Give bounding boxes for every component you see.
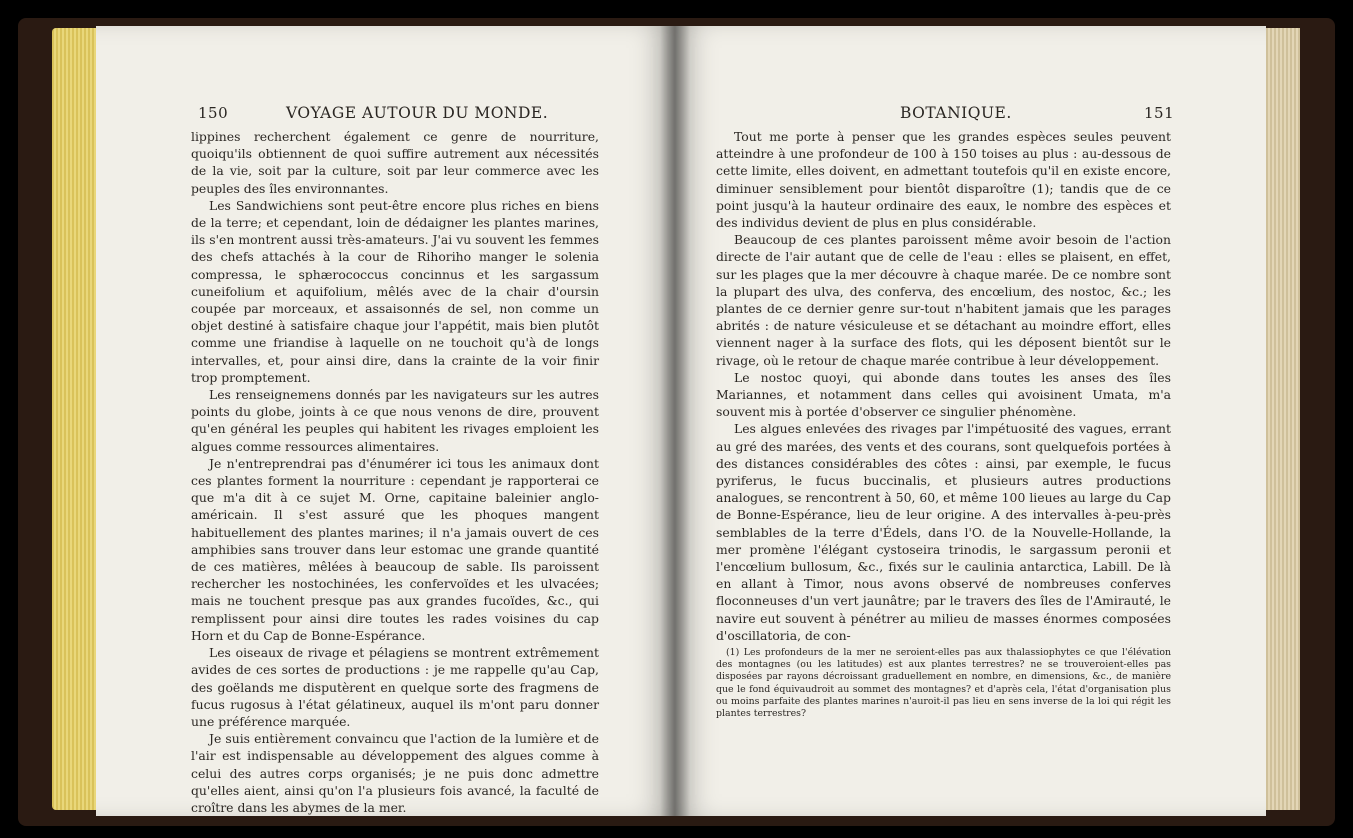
paragraph: Les algues enlevées des rivages par l'impétuosité des vagues, errant au gré des marées, des vents et des courans, sont quelquefois portées à des distances considérables des côtes : ainsi, par exemple, le fucus pyriferus, le fucus buccinalis, et plusieurs autres productions analogues, se rencontrent à 50, 60, et même 100 lieues au large du Cap de Bonne-Espérance, lieu de leur origine. A des intervalles à-peu-près semblables de la terre d'Édels, dans l'O. de la Nouvelle-Hollande, la mer promène l'élégant cystoseira trinodis, le sargassum peronii et l'encœlium bullosum, &c., fixés sur le caulinia antarctica, Labill. De là en allant à Timor, nous avons observé de nombreuses conferves floconneuses d'un vert jaunâtre; par le travers des îles de l'Amirauté, le navire eut souvent à pénétrer au milieu de masses énormes composées d'oscillatoria, de con-: [716, 421, 1171, 643]
running-title-left: VOYAGE AUTOUR DU MONDE.: [286, 104, 549, 122]
page-number-right: 151: [1144, 104, 1175, 122]
footnote-block: [716, 647, 1171, 720]
paragraph: lippines recherchent également ce genre de nourriture, quoiqu'ils obtiennent de quoi suffire autrement aux nécessités de la vie, soit par la culture, soit par leur commerce avec les peuples des îles environnantes.: [191, 129, 599, 196]
page-number-left: 150: [198, 104, 229, 122]
right-page-text: [716, 128, 1171, 644]
left-page: [96, 26, 674, 816]
paragraph: Les oiseaux de rivage et pélagiens se montrent extrêmement avides de ces sortes de productions : je me rappelle qu'au Cap, des goëlands me disputèrent en quelque sorte des fragmens de fucus rugosus à l'état gélatineux, auquel ils m'ont paru donner une préférence marquée.: [191, 645, 599, 729]
footnote: (1) Les profondeurs de la mer ne seroient-elles pas aux thalassiophytes ce que l'élévation des montagnes (ou les latitudes) est aux plantes terrestres? ne se trouveroient-elles pas disposées par rayons décroissant graduellement en nombre, en dimensions, &c., de manière que le fond équivaudroit au sommet des montagnes? et d'après cela, l'état d'organisation plus ou moins parfaite des plantes marines n'auroit-il pas lieu en sens inverse de la loi qui régit les plantes terrestres?: [716, 647, 1171, 720]
paragraph: Les renseignemens donnés par les navigateurs sur les autres points du globe, joints à ce que nous venons de dire, prouvent qu'en général les peuples qui habitent les rivages emploient les algues comme ressources alimentaires.: [191, 387, 599, 454]
right-page: [674, 26, 1266, 816]
paragraph: Je suis entièrement convaincu que l'action de la lumière et de l'air est indispensable au développement des algues comme à celui des autres corps organisés; je ne puis donc admettre qu'elles aient, ainsi qu'on l'a plusieurs fois avancé, la faculté de croître dans les abymes de la mer.: [191, 731, 599, 815]
paragraph: Beaucoup de ces plantes paroissent même avoir besoin de l'action directe de l'air autant que de celle de l'eau : elles se plaisent, en effet, sur les plages que la mer découvre à chaque marée. De ce nombre sont la plupart des ulva, des conferva, des encœlium, des nostoc, &c.; les plantes de ce dernier genre sur-tout n'habitent jamais que les parages abrités : de nature vésiculeuse et se détachant au moindre effort, elles viennent nager à la surface des flots, qui les déposent bientôt sur le rivage, où le retour de chaque marée contribue à leur développement.: [716, 232, 1171, 368]
paragraph: Tout me porte à penser que les grandes espèces seules peuvent atteindre à une profondeur de 100 à 150 toises au plus : au-dessous de cette limite, elles doivent, en admettant toutefois qu'il en existe encore, diminuer sensiblement pour bientôt disparoître (1); tandis que de ce point jusqu'à la hauteur ordinaire des eaux, le nombre des espèces et des individus devient de plus en plus considérable.: [716, 129, 1171, 231]
book-gutter: [660, 26, 690, 816]
paragraph: Je n'entreprendrai pas d'énumérer ici tous les animaux dont ces plantes forment la nourriture : cependant je rapporterai ce que m'a dit à ce sujet M. Orne, capitaine baleinier anglo-américain. Il s'est assuré que les phoques mangent habituellement des plantes marines; il n'a jamais ouvert de ces amphibies sans trouver dans leur estomac une grande quantité de ces matières, mêlées à beaucoup de sable. Ils paroissent rechercher les nostochinées, les confervoïdes et les ulvacées; mais ne touchent presque pas aux grandes fucoïdes, &c., qui remplissent pour ainsi dire toutes les rades voisines du cap Horn et du Cap de Bonne-Espérance.: [191, 455, 599, 643]
paragraph: Le nostoc quoyi, qui abonde dans toutes les anses des îles Mariannes, et notamment dans celles qui avoisinent Umata, m'a souvent mis à portée d'observer ce singulier phénomène.: [716, 369, 1171, 420]
left-page-text: [191, 128, 599, 816]
running-title-right: BOTANIQUE.: [900, 104, 1012, 122]
paragraph: Les Sandwichiens sont peut-être encore plus riches en biens de la terre; et cependant, loin de dédaigner les plantes marines, ils s'en montrent aussi très-amateurs. J'ai vu souvent les femmes des chefs attachés à la cour de Rihoriho manger le solenia compressa, le sphærococcus concinnus et les sargassum cuneifolium et aquifolium, mêlés avec de la chair d'oursin coupée par morceaux, et assaisonnés de sel, non comme un objet destiné à satisfaire chaque jour l'appétit, mais bien plutôt comme une friandise à laquelle on ne touchoit qu'à de longs intervalles, et, pour ainsi dire, dans la crainte de la voir finir trop promptement.: [191, 197, 599, 385]
